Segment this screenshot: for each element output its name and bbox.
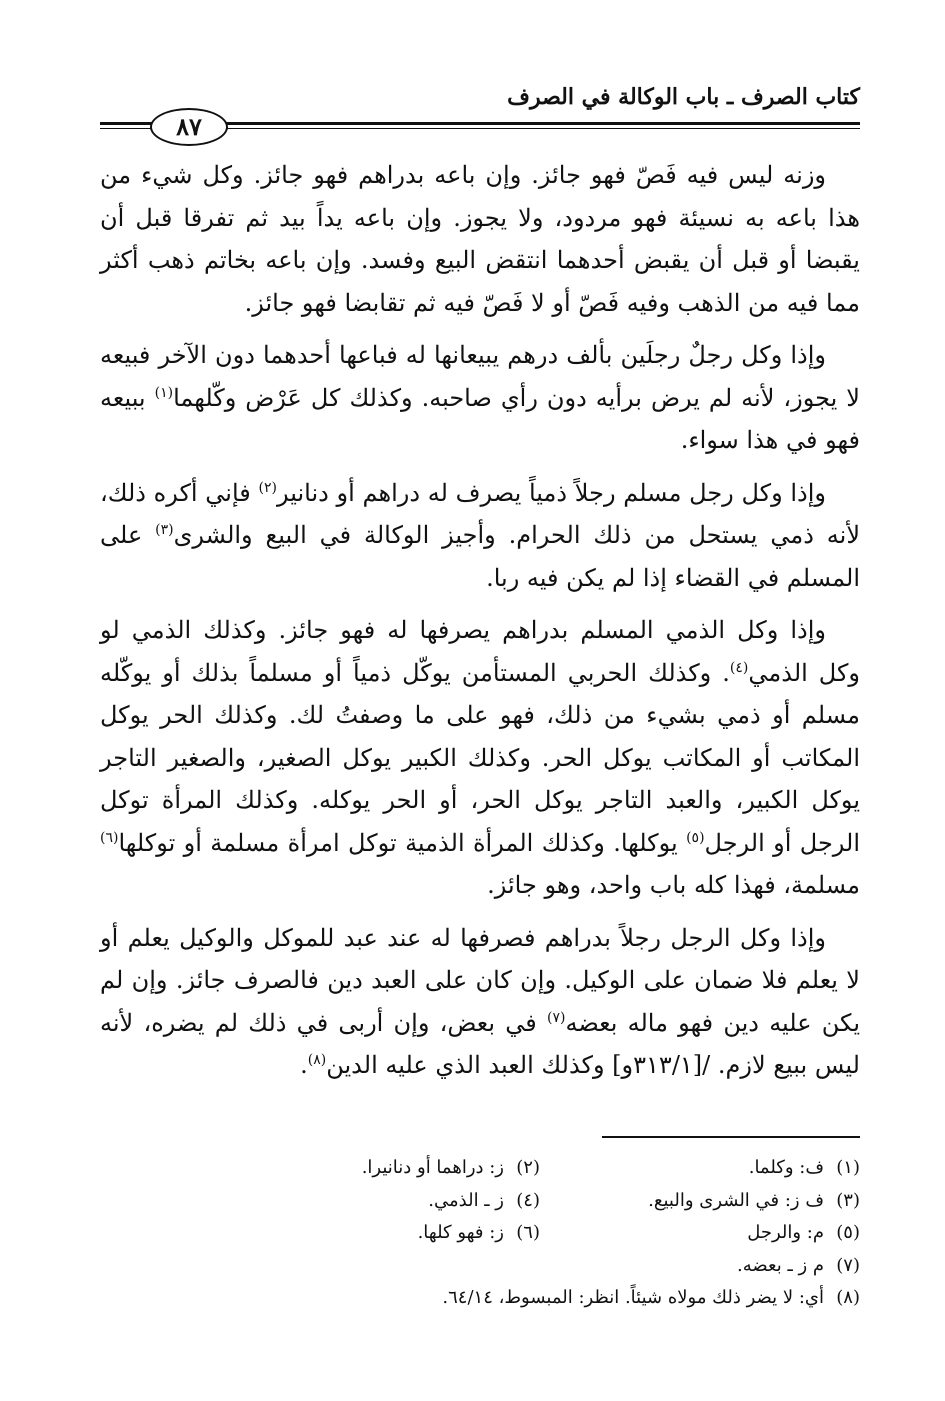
book-page	[100, 70, 860, 1370]
footnote	[220, 1217, 540, 1250]
footnote-number: (١)	[836, 1157, 860, 1178]
footnotes	[100, 1152, 860, 1315]
paragraph-text: وزنه ليس فيه فَصّ فهو جائز. وإن باعه بدراهم فهو جائز. وكل شيء من هذا باعه به نسيئة فهو مردود، ولا يجوز. وإن باعه يداً بيد ثم تفرقا قبل أن يقبضا أو قبل أن يقبض أحدهما انتقض البيع وفسد. وإن باعه بخاتم ذهب أكثر مما فيه من الذهب وفيه فَصّ أو لا فَصّ فيه ثم تقابضا فهو جائز.	[100, 161, 860, 317]
footnote-reference: (٨)	[307, 1052, 327, 1068]
footnote-text: ز: فهو كلها.	[417, 1222, 504, 1243]
footnote-separator	[602, 1136, 860, 1138]
paragraph-text: وإذا وكل رجل مسلم رجلاً ذمياً يصرف له دراهم أو دنانير	[276, 478, 826, 507]
footnote-number: (٣)	[836, 1189, 860, 1211]
footnote-reference: (٢)	[258, 479, 277, 496]
footnote-reference: (١)	[154, 384, 174, 401]
footnote-row	[100, 1282, 860, 1315]
footnote	[442, 1282, 860, 1315]
footnote-text: ف ز: في الشرى والبيع.	[648, 1189, 824, 1211]
paragraph-text: فإني أكره ذلك، لأنه ذمي يستحل من ذلك الحرام. وأجيز الوكالة في البيع والشرى	[100, 478, 861, 549]
paragraph-text: ببيعه فهو في هذا سواء.	[100, 383, 860, 454]
footnote-text: ز: دراهما أو دنانيرا.	[361, 1157, 504, 1178]
footnote-text: ز ـ الذمي.	[428, 1189, 504, 1211]
paragraph-text: وإذا وكل الرجل رجلاً بدراهم فصرفها له عند عبد للموكل والوكيل يعلم أو لا يعلم فلا ضمان على الوكيل. وإن كان على العبد دين فالصرف جائز. وإن لم يكن عليه دين فهو ماله بعضه	[100, 923, 860, 1037]
footnote-reference: (٣)	[155, 522, 174, 538]
paragraph	[100, 154, 860, 324]
footnote	[220, 1152, 540, 1185]
paragraph-text: وإذا وكل رجلٌ رجلَين بألف درهم يبيعانها له فباعها أحدهما دون الآخر فبيعه لا يجوز، لأنه لم يرض برأيه دون رأي صاحبه. وكذلك كل عَرْض وكّلهما	[100, 341, 860, 412]
footnote	[540, 1185, 860, 1218]
paragraph	[100, 917, 860, 1087]
running-title: كتاب الصرف ـ باب الوكالة في الصرف	[507, 84, 860, 110]
footnote-number: (٤)	[516, 1189, 540, 1211]
footnote	[540, 1250, 860, 1283]
footnote	[540, 1152, 860, 1185]
paragraph-text: مسلمة، فهذا كله باب واحد، وهو جائز.	[487, 871, 860, 899]
footnote-text: م: والرجل	[747, 1222, 824, 1243]
paragraph-text: وإذا وكل الذمي المسلم بدراهم يصرفها له فهو جائز. وكذلك الذمي لو وكل الذمي	[100, 616, 860, 687]
footnote-number: (٦)	[516, 1222, 540, 1243]
paragraph-text: .	[300, 1051, 308, 1079]
paragraph-text: في بعض، وإن أربى في ذلك لم يضره، لأنه ليس ببيع لازم. /[٣١٣/١و] وكذلك العبد الذي عليه الدين	[100, 1008, 860, 1079]
paragraph	[100, 334, 860, 462]
main-text	[100, 154, 860, 1097]
paragraph-text: يوكلها. وكذلك المرأة الذمية توكل امرأة مسلمة أو توكلها	[118, 828, 687, 857]
paragraph	[100, 472, 860, 600]
footnote-number: (٧)	[836, 1254, 860, 1276]
footnote-row	[100, 1185, 860, 1218]
footnote-row	[100, 1250, 860, 1283]
footnote-number: (٥)	[836, 1222, 860, 1243]
paragraph	[100, 609, 860, 907]
footnote-reference: (٤)	[729, 659, 749, 676]
footnote-number: (٢)	[516, 1157, 540, 1178]
footnote-row	[100, 1152, 860, 1185]
footnote	[540, 1217, 860, 1250]
footnote-text: أي: لا يضر ذلك مولاه شيئاً. انظر: المبسوط، ٦٤/١٤.	[442, 1287, 824, 1308]
page-number: ٨٧	[150, 108, 228, 146]
footnote-text: ف: وكلما.	[748, 1157, 824, 1178]
footnote-reference: (٥)	[686, 829, 705, 846]
footnote-text: م ز ـ بعضه.	[737, 1254, 824, 1276]
footnote-row	[100, 1217, 860, 1250]
footnote-reference: (٧)	[546, 1009, 566, 1026]
footnote	[220, 1185, 540, 1218]
paragraph-text: . وكذلك الحربي المستأمن يوكّل ذمياً أو مسلماً بذلك أو يوكّله مسلم أو ذمي بشيء من ذلك، فهو على ما وصفتُ لك. وكذلك الحر يوكل المكاتب أو المكاتب يوكل الحر. وكذلك الكبير يوكل الصغير، والصغير التاجر يوكل الكبير، والعبد التاجر يوكل الحر، أو الحر يوكله. وكذلك المرأة توكل الرجل أو الرجل	[100, 658, 861, 857]
footnote-reference: (٦)	[100, 829, 119, 846]
footnote-number: (٨)	[836, 1287, 860, 1308]
paragraph-text: على المسلم في القضاء إذا لم يكن فيه ربا.	[100, 521, 860, 592]
